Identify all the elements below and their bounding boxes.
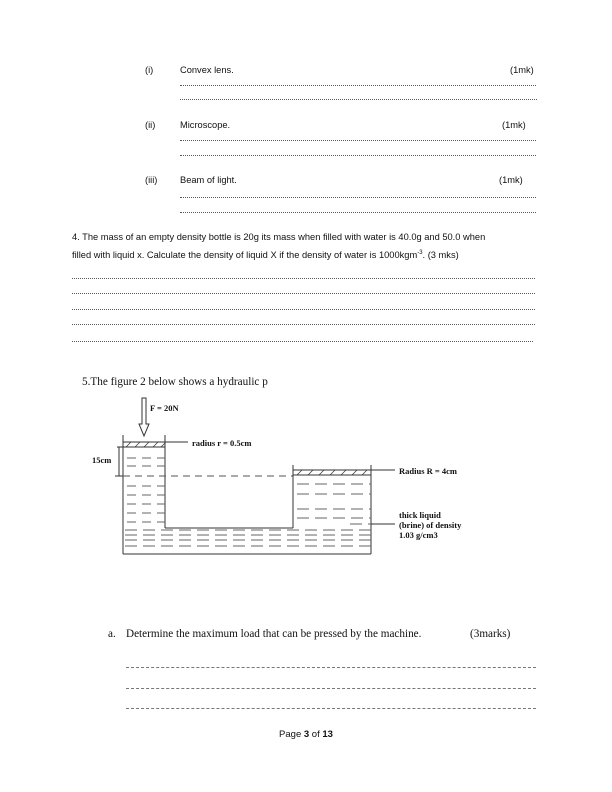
question-4-marks: . (3 mks) (422, 250, 459, 261)
subpart-number: (ii) (145, 120, 156, 130)
page-footer (0, 729, 612, 740)
liquid-label-line1: thick liquid (399, 510, 441, 520)
answer-line[interactable] (126, 667, 536, 668)
force-label: F = 20N (150, 403, 179, 413)
small-piston-radius-label: radius r = 0.5cm (192, 438, 252, 448)
large-piston-radius-label: Radius R = 4cm (399, 466, 457, 476)
superscript-exponent: -3 (417, 250, 423, 256)
question-4-line1: 4. The mass of an empty density bottle is 20g its mass when filled with water is 40.0g and 50.0 when (72, 232, 486, 242)
part-a-text: Determine the maximum load that can be pressed by the machine. (126, 628, 422, 640)
subpart-text: Beam of light. (180, 175, 237, 185)
page-total: 13 (322, 729, 333, 740)
subpart-text: Convex lens. (180, 65, 234, 75)
page-number: 3 (303, 729, 310, 740)
liquid-label-line2: (brine) of density (399, 520, 462, 530)
subpart-marks: (1mk) (502, 120, 526, 130)
answer-line[interactable] (126, 688, 536, 689)
subpart-number: (iii) (145, 175, 158, 185)
subpart-number: (i) (145, 65, 154, 75)
subpart-text: Microscope. (180, 120, 231, 130)
question-5-intro: 5.The figure 2 below shows a hydraulic p (82, 376, 268, 388)
liquid-label-line3: 1.03 g/cm3 (399, 530, 438, 540)
question-4-text: filled with liquid x. Calculate the density of liquid X if the density of water is 1000kgm (72, 250, 418, 261)
part-a-letter: a. (108, 628, 116, 640)
part-a-marks: (3marks) (470, 628, 511, 640)
subpart-marks: (1mk) (499, 175, 523, 185)
answer-line[interactable] (126, 708, 536, 709)
subpart-marks: (1mk) (510, 65, 534, 75)
force-arrow-icon (139, 398, 149, 436)
page-word: Page (279, 729, 304, 740)
height-label: 15cm (92, 455, 112, 465)
of-word: of (309, 729, 323, 740)
